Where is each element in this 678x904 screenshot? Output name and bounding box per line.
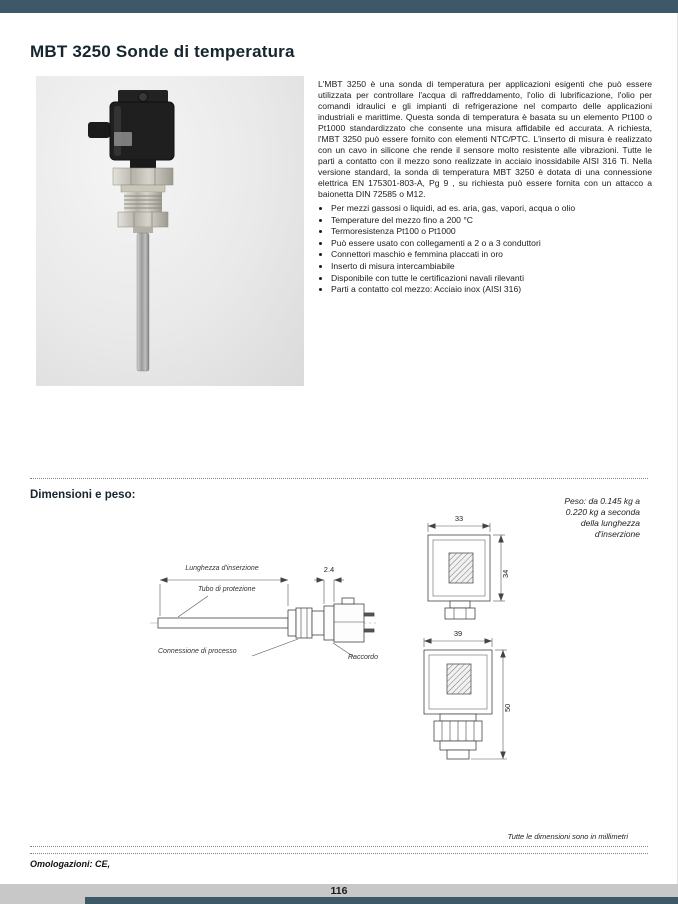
description-column	[318, 79, 652, 296]
dim-connector-width: 39	[453, 629, 463, 638]
dim-plug-width: 33	[454, 514, 464, 523]
weight-note: Peso: da 0.145 kg a 0.220 kg a seconda della lunghezza d'inserzione	[564, 496, 640, 539]
label-process-connection: Connessione di processo	[158, 648, 237, 655]
product-photo	[36, 76, 304, 386]
separator-dotted	[30, 478, 648, 479]
probe-gap-dimension	[314, 580, 344, 604]
connector-width-dimension	[424, 638, 492, 647]
sensor-technical-drawing	[30, 510, 648, 810]
cap-screw	[139, 93, 148, 102]
plug-width-dimension	[428, 523, 490, 532]
dim-probe-gap: 2.4	[323, 565, 335, 574]
separator-dotted	[30, 853, 648, 854]
label-fitting: Raccordo	[348, 654, 378, 661]
list-item: • Parti a contatto col mezzo: Acciaio inox (AISI 316)	[331, 284, 652, 296]
top-brand-bar	[0, 0, 678, 13]
list-item: • Termoresistenza Pt100 o Pt1000	[331, 226, 652, 238]
list-item: • Può essere usato con collegamenti a 2 o a 3 conduttori	[331, 238, 652, 250]
units-note: Tutte le dimensioni sono in millimetri	[507, 832, 628, 841]
plug-height-dimension	[493, 535, 505, 601]
cable-gland	[88, 122, 110, 138]
intro-paragraph: L'MBT 3250 è una sonda di temperatura per applicazioni esigenti che può essere utilizzata per controllare l'acqua di raffreddamento, l'olio di lubrificazione, l'olio per comandi idraulici e gli impianti di refrigerazione nel comparto delle applicazioni industriali e marittime. Questa sonda di temperatura è basata su un elemento Pt100 o Pt1000 standardizzato che consente una misura affidabile ed accurata. A richiesta, l'MBT 3250 può essere fornito con elementi NTC/PTC. L'inserto di misura è realizzato con un cavo in silicone che rende il sensore molto resistente alle vibrazioni. Tutte le parti a contatto con il mezzo sono realizzate in acciaio inossidabile AISI 316 Ti. Nella versione standard, la sonda di temperatura MBT 3250 è dotata di una connessione elettrica EN 175301-803-A, Pg 9 , su richiesta può essere fornita con un attacco a baionetta DIN 72585 o M12.	[318, 79, 652, 199]
hex-nut-upper	[113, 168, 173, 185]
dim-plug-height: 34	[501, 569, 510, 578]
plug-front-view	[428, 535, 490, 619]
housing-label	[114, 132, 132, 146]
page-title: MBT 3250 Sonde di temperatura	[30, 42, 295, 61]
label-protection-tube: Tubo di protezione	[198, 586, 256, 593]
list-item: • Connettori maschio e femmina placcati in oro	[331, 249, 652, 261]
hex-nut-lower	[118, 212, 168, 227]
dim-connector-height: 50	[503, 703, 512, 712]
page-number: 116	[330, 885, 348, 897]
list-item: • Inserto di misura intercambiabile	[331, 261, 652, 273]
temperature-sensor-illustration	[36, 76, 304, 386]
plug-side-view	[424, 650, 492, 759]
dimensions-heading: Dimensioni e peso:	[30, 489, 136, 501]
footer-brand-bar	[85, 897, 678, 904]
feature-list	[318, 203, 652, 296]
list-item: • Temperature del mezzo fino a 200 °C	[331, 215, 652, 227]
threaded-section	[124, 192, 162, 212]
approvals-text: Omologazioni: CE,	[30, 859, 110, 869]
probe-side-view	[150, 598, 376, 642]
separator-dotted	[30, 846, 648, 847]
list-item: • Per mezzi gassosi o liquidi, ad es. aria, gas, vapori, acqua o olio	[331, 203, 652, 215]
probe-tube	[137, 233, 149, 371]
list-item: • Disponibile con tutte le certificazioni navali rilevanti	[331, 273, 652, 285]
label-insertion-length: Lunghezza d'inserzione	[185, 565, 259, 572]
